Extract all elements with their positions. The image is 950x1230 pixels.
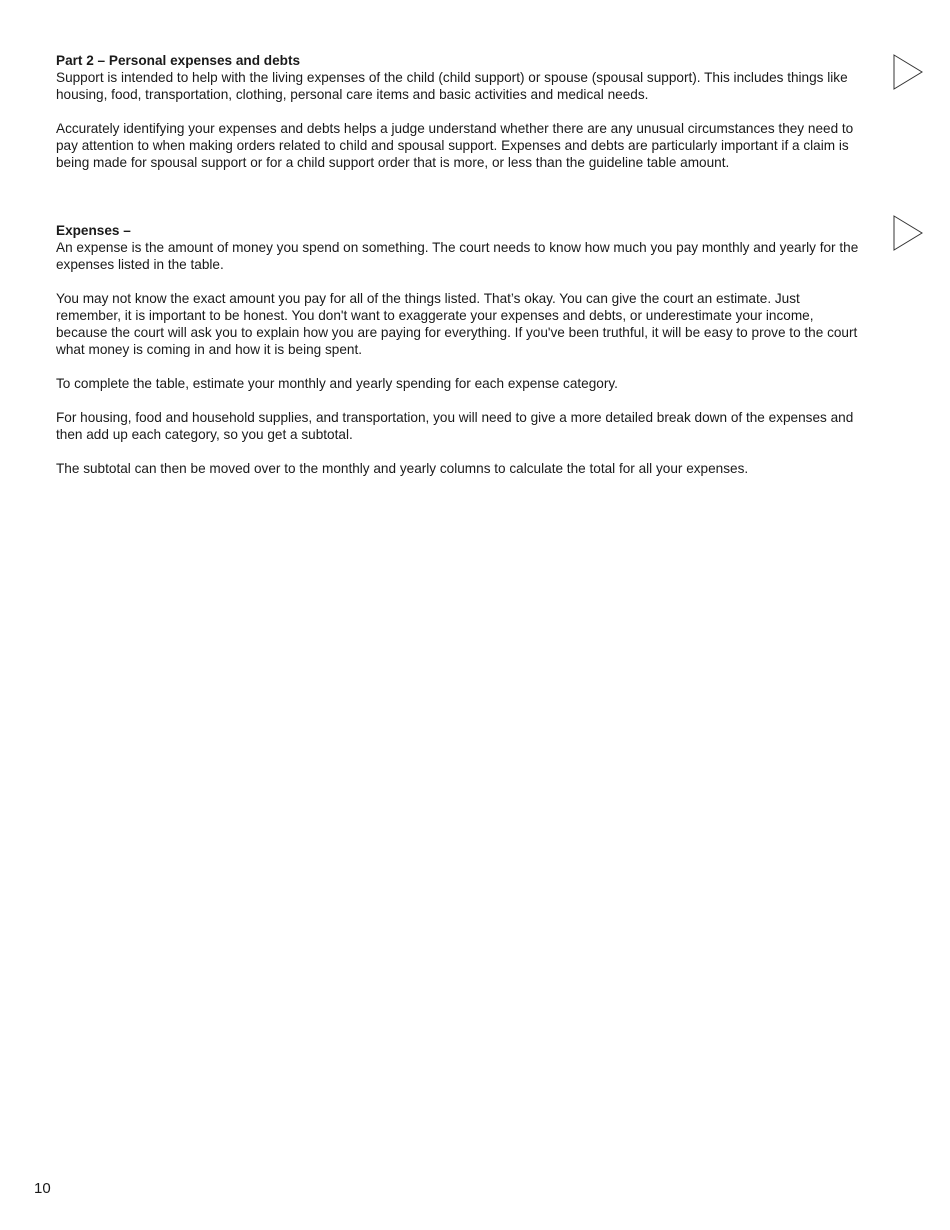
expenses-paragraph: You may not know the exact amount you pay for all of the things listed. That’s okay. You can give the court an estimate. Just remember, it is important to be honest. You don't want to exaggerate your expenses and debts, or underestimate your income, because the court will ask you to explain how you are paying for everything. If you've been truthful, it will be easy to prove to the court what money is coming in and how it is being spent.	[56, 291, 858, 357]
expenses-paragraph: To complete the table, estimate your monthly and yearly spending for each expense category.	[56, 376, 618, 391]
play-arrow-icon	[893, 54, 923, 90]
expenses-section	[56, 222, 862, 494]
page-number: 10	[34, 1180, 51, 1197]
part2-section	[56, 52, 862, 188]
part2-paragraph: Accurately identifying your expenses and debts helps a judge understand whether there are any unusual circumstances they need to pay attention to when making orders related to child and spousal support. Expenses and debts are particularly important if a claim is being made for spousal support or for a child support order that is more, or less than the guideline table amount.	[56, 121, 854, 170]
expenses-heading: Expenses –	[56, 223, 131, 238]
expenses-paragraph: The subtotal can then be moved over to the monthly and yearly columns to calculate the total for all your expenses.	[56, 461, 749, 476]
part2-paragraph: Support is intended to help with the living expenses of the child (child support) or spouse (spousal support). This includes things like housing, food, transportation, clothing, personal care items and basic activities and medical needs.	[56, 70, 848, 102]
expenses-paragraph: For housing, food and household supplies, and transportation, you will need to give a more detailed break down of the expenses and then add up each category, so you get a subtotal.	[56, 410, 854, 442]
part2-heading: Part 2 – Personal expenses and debts	[56, 53, 301, 68]
expenses-paragraph: An expense is the amount of money you spend on something. The court needs to know how much you pay monthly and yearly for the expenses listed in the table.	[56, 240, 859, 272]
play-arrow-icon	[893, 215, 923, 251]
